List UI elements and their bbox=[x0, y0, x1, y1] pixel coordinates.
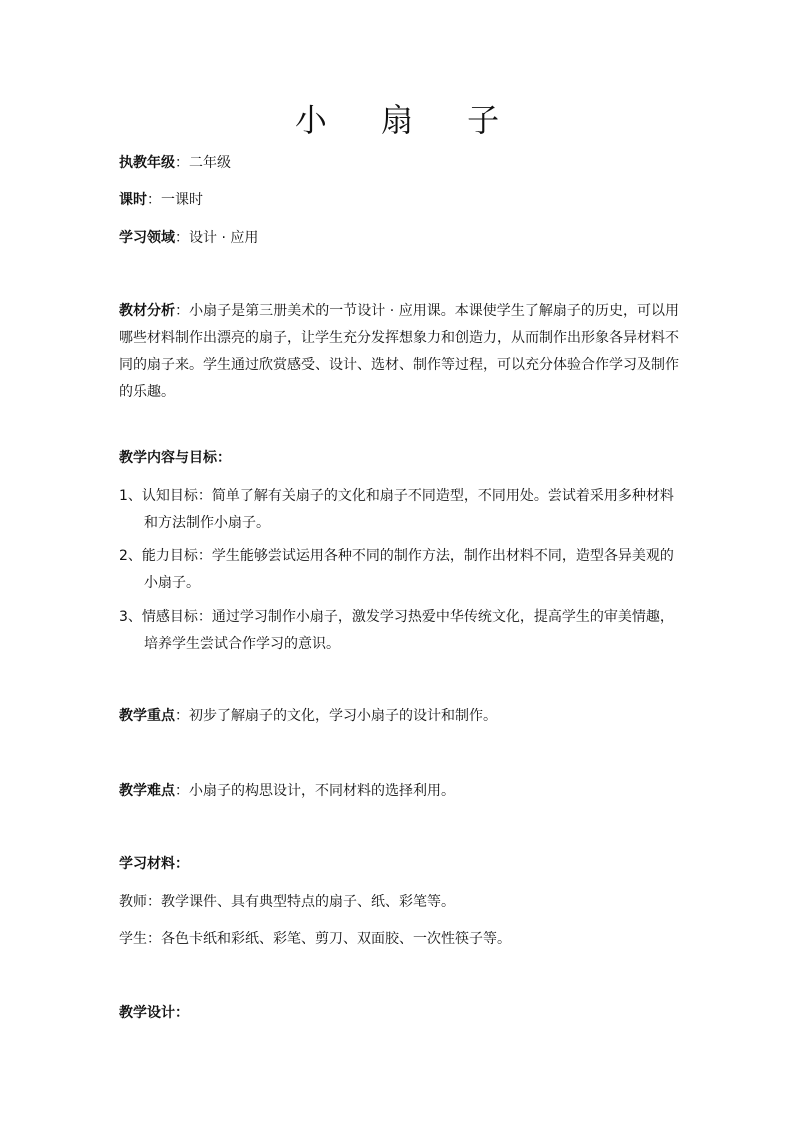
grade-line bbox=[119, 150, 679, 177]
analysis-text: ：小扇子是第三册美术的一节设计 · 应用课。本课使学生了解扇子的历史，可以用哪些材料制作出漂亮的扇子，让学生充分发挥想象力和创造力，从而制作出形象各异材料不同的扇子来。学生通过欣赏感受、设计、选材、制作等过程，可以充分体验合作学习及制作的乐趣。 bbox=[119, 303, 680, 400]
design-heading: 教学设计： bbox=[119, 1005, 189, 1021]
period-value: ：一课时 bbox=[147, 192, 203, 208]
materials-teacher: 教师：教学课件、具有典型特点的扇子、纸、彩笔等。 bbox=[119, 894, 455, 910]
difficulty-label: 教学难点 bbox=[119, 783, 175, 799]
materials-student: 学生：各色卡纸和彩纸、彩笔、剪刀、双面胶、一次性筷子等。 bbox=[119, 931, 511, 947]
period-line bbox=[119, 187, 679, 214]
materials-heading: 学习材料： bbox=[119, 856, 189, 872]
focus-line bbox=[119, 703, 679, 730]
focus-label: 教学重点 bbox=[119, 708, 175, 724]
focus-text: ：初步了解扇子的文化，学习小扇子的设计和制作。 bbox=[175, 708, 497, 724]
grade-label: 执教年级 bbox=[119, 155, 175, 171]
analysis-label: 教材分析 bbox=[119, 303, 176, 319]
domain-line bbox=[119, 225, 679, 252]
analysis-paragraph bbox=[119, 298, 679, 406]
domain-label: 学习领域 bbox=[119, 230, 175, 246]
domain-value: ：设计 · 应用 bbox=[175, 230, 259, 246]
goal-item-3: 3、情感目标：通过学习制作小扇子，激发学习热爱中华传统文化，提高学生的审美情趣，培养学生尝试合作学习的意识。 bbox=[119, 609, 674, 652]
difficulty-text: ：小扇子的构思设计，不同材料的选择利用。 bbox=[175, 783, 455, 799]
goal-item-1: 1、认知目标：简单了解有关扇子的文化和扇子不同造型，不同用处。尝试着采用多种材料和方法制作小扇子。 bbox=[119, 488, 674, 531]
difficulty-line bbox=[119, 778, 679, 805]
document-title: 小 扇 子 bbox=[294, 101, 522, 139]
goal-item-2: 2、能力目标：学生能够尝试运用各种不同的制作方法，制作出材料不同，造型各异美观的小扇子。 bbox=[119, 548, 674, 591]
period-label: 课时 bbox=[119, 192, 147, 208]
goals-heading: 教学内容与目标： bbox=[119, 450, 231, 466]
grade-value: ：二年级 bbox=[175, 155, 231, 171]
